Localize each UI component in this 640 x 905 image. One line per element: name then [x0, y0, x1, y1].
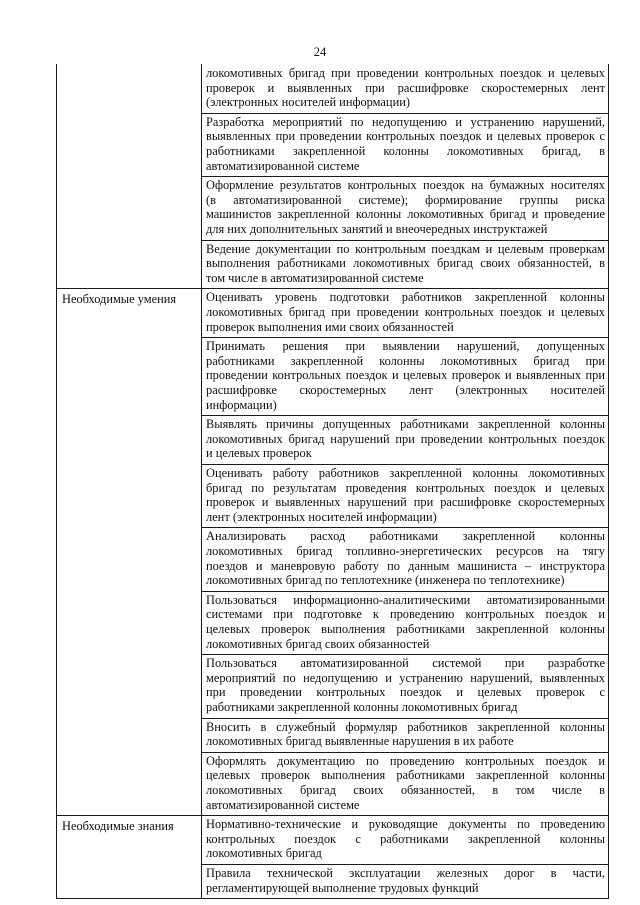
cell-text-line: информации) — [206, 397, 277, 412]
cell-text-line: Нормативно-технические и руководящие документы по проведению — [206, 817, 605, 832]
table-cell — [201, 529, 609, 587]
requirements-table — [56, 64, 609, 899]
cell-text-line: Оценивать работу работников закрепленной колонны локомотивных — [206, 466, 605, 480]
cell-text-line: Выявлять причины допущенных работниками закрепленной колонны — [206, 417, 605, 432]
cell-text-line: лент (электронных носителей информации) — [206, 509, 437, 524]
table-cell — [201, 593, 609, 651]
table-horizontal-border — [201, 864, 609, 865]
table-horizontal-border — [201, 176, 609, 177]
table-vertical-border — [608, 64, 609, 899]
cell-text-line: выполнения работниками локомотивных бригад своих обязанностей, в — [206, 256, 605, 271]
table-cell — [201, 178, 609, 236]
cell-text-line: Принимать решения при выявлении нарушений, допущенных — [206, 339, 605, 354]
table-cell — [201, 242, 609, 286]
cell-text-line: мероприятий по недопущению и устранению нарушений, выявленных — [206, 670, 605, 685]
cell-text-line: локомотивных бригад нарушений при проведении контрольных поездок — [206, 431, 605, 446]
table-cell — [201, 339, 609, 412]
table-horizontal-border — [201, 464, 609, 465]
cell-text-line: проверок и выявленных при расшифровке скоростемерных лент — [206, 80, 605, 95]
table-cell — [201, 66, 609, 110]
table-horizontal-border — [56, 288, 609, 289]
cell-text-line: контрольных поездок с работниками закрепленной колонны — [206, 831, 605, 846]
cell-text-line: автоматизированной системе — [206, 158, 360, 173]
cell-text-line: проверок и выявленных нарушений при расшифровке скоростемерных — [206, 495, 605, 510]
cell-text-line: (в автоматизированной системе); формирование группы риска — [206, 192, 605, 207]
cell-text-line: локомотивных бригад при проведении контрольных поездок и целевых — [206, 304, 605, 319]
table-vertical-border — [201, 64, 202, 899]
table-vertical-border — [56, 64, 57, 899]
table-cell — [201, 754, 609, 812]
cell-text-line: и целевых проверок — [206, 446, 312, 461]
cell-text-line: (электронных носителей информации) — [206, 95, 410, 110]
cell-text-line: проверок выполнения ими своих обязанностей — [206, 319, 454, 334]
table-horizontal-border — [201, 337, 609, 338]
cell-text-line: системами при подготовке к проведению контрольных поездок и — [206, 607, 605, 622]
cell-text-line: целевых проверок выполнения работниками закрепленной колонны — [206, 768, 605, 783]
table-horizontal-border — [201, 240, 609, 241]
cell-text-line: для них дополнительных занятий и внеочередных инструктажей — [206, 221, 548, 236]
cell-text-line: целевых проверок выполнения работниками закрепленной колонны — [206, 621, 605, 636]
table-cell — [201, 720, 609, 749]
table-horizontal-border — [201, 113, 609, 114]
table-cell — [201, 656, 609, 714]
cell-text-line: выявленных при проведении контрольных поездок и целевых проверок с — [206, 129, 605, 144]
cell-text-line: локомотивных бригад при проведении контрольных поездок и целевых — [206, 66, 605, 80]
cell-text-line: локомотивных бригад своих обязанностей, в том числе в — [206, 782, 605, 797]
cell-text-line: автоматизированной системе — [206, 797, 360, 812]
cell-text-line: локомотивных бригад выявленные нарушения в их работе — [206, 734, 514, 749]
section-label: Необходимые умения — [62, 292, 177, 307]
cell-text-line: Оформлять документацию по проведению контрольных поездок и — [206, 753, 605, 768]
table-horizontal-border — [201, 654, 609, 655]
cell-text-line: при проведении контрольных поездок и целевых проверок с — [206, 685, 605, 700]
cell-text-line: Анализировать расход работниками закрепленной колонны — [206, 529, 605, 544]
table-cell — [201, 866, 609, 895]
cell-text-line: локомотивных бригад по теплотехнике (инженера по теплотехнике) — [206, 573, 565, 588]
table-cell — [201, 115, 609, 173]
cell-text-line: том числе в автоматизированной системе — [206, 270, 424, 285]
table-horizontal-border — [201, 591, 609, 592]
cell-text-line: локомотивных бригад своих обязанностей — [206, 636, 430, 651]
cell-text-line: регламентирующей выполнение трудовых функций — [206, 880, 479, 895]
cell-text-line: расшифровке скоростемерных лент (электронных носителей — [206, 382, 605, 397]
table-horizontal-border — [56, 815, 609, 816]
cell-text-line: машинистов закрепленной колонны локомотивных бригад и проведение — [206, 207, 605, 222]
table-cell — [201, 466, 609, 524]
table-cell — [201, 817, 609, 861]
table-horizontal-border — [201, 527, 609, 528]
page-number: 24 — [313, 45, 327, 59]
cell-text-line: Пользоваться информационно-аналитическими автоматизированными — [206, 592, 605, 607]
table-horizontal-border — [201, 718, 609, 719]
cell-text-line: Вносить в служебный формуляр работников закрепленной колонны — [206, 719, 605, 734]
cell-text-line: работниками закрепленной колонны локомотивных бригад при — [206, 353, 605, 368]
cell-text-line: работниками закрепленной колонны локомотивных бригад — [206, 699, 518, 714]
table-cell — [201, 417, 609, 461]
table-cell — [201, 290, 609, 334]
cell-text-line: локомотивных бригад топливно-энергетических ресурсов на тягу — [206, 543, 605, 558]
table-horizontal-border — [201, 415, 609, 416]
cell-text-line: поездов и маневровую работу по данным машиниста – инструктора — [206, 558, 605, 573]
cell-text-line: локомотивных бригад — [206, 846, 322, 861]
table-horizontal-border — [56, 898, 609, 899]
cell-text-line: Ведение документации по контрольным поездкам и целевым проверкам — [206, 241, 605, 256]
cell-text-line: проведении контрольных поездок и целевых проверок и выявленных при — [206, 368, 605, 383]
section-label: Необходимые знания — [62, 819, 174, 834]
cell-text-line: Правила технической эксплуатации железных дорог в части, — [206, 866, 605, 880]
cell-text-line: Оценивать уровень подготовки работников закрепленной колонны — [206, 290, 605, 305]
cell-text-line: Пользоваться автоматизированной системой при разработке — [206, 656, 605, 671]
cell-text-line: бригад по результатам проведения контрольных поездок и целевых — [206, 480, 605, 495]
table-horizontal-border — [201, 752, 609, 753]
cell-text-line: Оформление результатов контрольных поездок на бумажных носителях — [206, 178, 605, 193]
cell-text-line: работниками закрепленной колонны локомотивных бригад, в — [206, 143, 605, 158]
cell-text-line: Разработка мероприятий по недопущению и устранению нарушений, — [206, 114, 605, 129]
